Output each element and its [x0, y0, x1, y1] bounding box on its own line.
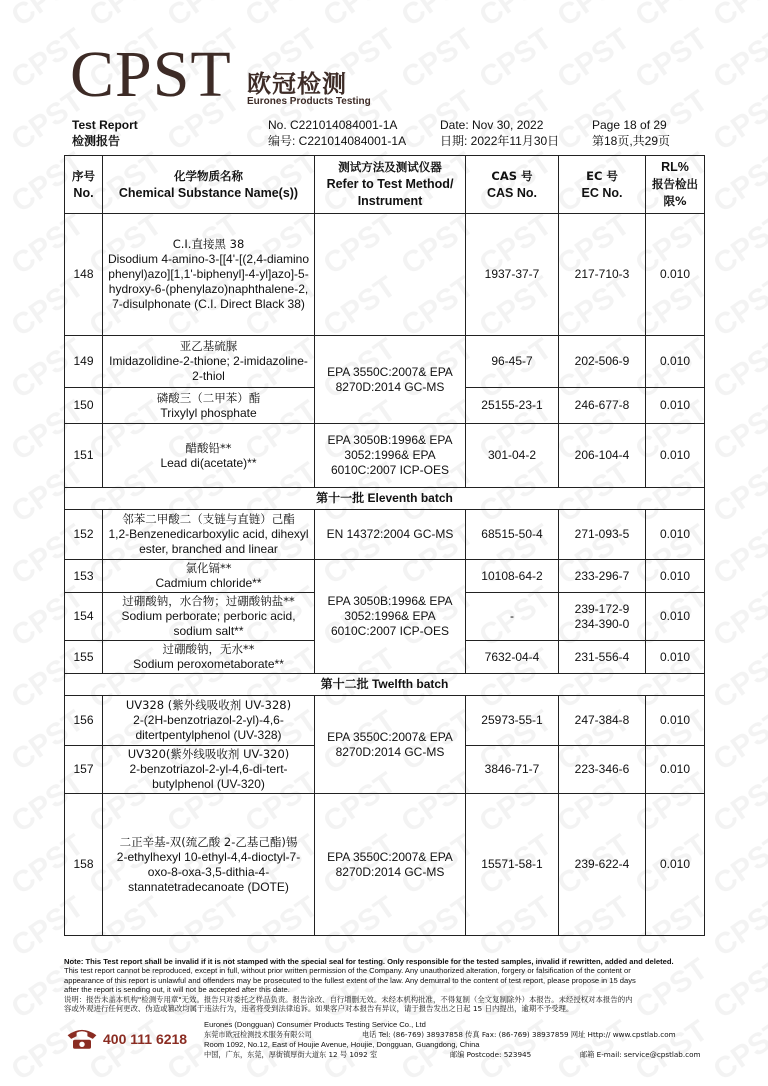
watermark-text [707, 704, 768, 778]
report-title-cn: 检测报告 [72, 134, 121, 148]
postcode: 邮编 Postcode: 523945 [450, 1050, 532, 1059]
col-name: 化学物质名称 Chemical Substance Name(s)) [103, 156, 315, 214]
table-row: 152 邻苯二甲酸二（支链与直链）己酯 1,2-Benzenedicarboxylic acid, dihexyl ester, branched and linear EN 14372:2004 GC-MS 68515-50-4 271-093-5 0.010 [65, 510, 705, 560]
watermark-text [239, 0, 324, 34]
table-row: 151 醋酸铅** Lead di(acetate)** EPA 3050B:1996& EPA 3052:1996& EPA 6010C:2007 ICP-OES 301-04-2 206-104-4 0.010 [65, 424, 705, 488]
phone-icon [64, 1024, 100, 1052]
section-row: 第十一批 Eleventh batch [65, 488, 705, 510]
col-rl: RL% 报告检出 限% [646, 156, 705, 214]
report-date-en: Date: Nov 30, 2022 [440, 118, 544, 132]
col-method: 测试方法及测试仪器 Refer to Test Method/ Instrument [315, 156, 466, 214]
watermark-text [707, 146, 768, 220]
watermark-text [629, 22, 714, 96]
table-row: 156 UV328 (紫外线吸收剂 UV-328) 2-(2H-benzotriazol-2-yl)-4,6-ditertpentylphenol (UV-328) EPA 3550C:2007& EPA 8270D:2014 GC-MS 25973-55-1 247-384-8 0.010 [65, 696, 705, 746]
table-row: 153 氯化镉** Cadmium chloride** EPA 3050B:1996& EPA 3052:1996& EPA 6010C:2007 ICP-OES 10108-64-2 233-296-7 0.010 [65, 560, 705, 593]
watermark-text [707, 828, 768, 902]
watermark-text [707, 0, 768, 34]
section-row: 第十二批 Twelfth batch [65, 674, 705, 696]
watermark-text [317, 0, 402, 34]
watermark-text [161, 0, 246, 34]
company-contacts: 电话 Tel: (86-769) 38937858 传真 Fax: (86-769) 38937859 网址 Http:// www.cpstlab.com [362, 1030, 676, 1039]
watermark-text [707, 890, 768, 964]
table-header-row [65, 156, 705, 214]
watermark-text [707, 84, 768, 158]
company-address-cn: 中国，广东，东莞，厚街镇厚街大道东 12 号 1092 室 [204, 1050, 378, 1059]
logo-english-name: Eurones Products Testing [247, 96, 371, 107]
watermark-text [629, 0, 714, 34]
watermark-text [707, 456, 768, 530]
company-name-cn: 东莞市欧冠检测技术服务有限公司 [204, 1030, 312, 1039]
col-cas: CAS 号 CAS No. [466, 156, 559, 214]
watermark-text [473, 0, 558, 34]
watermark-text [707, 766, 768, 840]
table-row: 150 磷酸三（二甲苯）酯 Trixylyl phosphate 25155-23-1 246-677-8 0.010 [65, 388, 705, 424]
watermark-text [551, 22, 636, 96]
hotline-number: 400 111 6218 [103, 1031, 188, 1047]
col-ec: EC 号 EC No. [559, 156, 646, 214]
report-title-en: Test Report [72, 118, 138, 132]
watermark-text [707, 332, 768, 406]
table-row: 149 亚乙基硫脲 Imidazolidine-2-thione; 2-imidazoline-2-thiol EPA 3550C:2007& EPA 8270D:2014 GC-MS 96-45-7 202-506-9 0.010 [65, 336, 705, 388]
watermark-text [707, 208, 768, 282]
watermark-text [395, 22, 480, 96]
table-row: 154 过硼酸钠，水合物；过硼酸钠盐** Sodium perborate; perboric acid, sodium salt** - 239-172-9 234-390-0 0.010 [65, 593, 705, 641]
report-note: Note: This Test report shall be invalid if it is not stamped with the special seal for testing. Only responsible for the tested samples, invalid if rewritten, added and deleted. This test report cannot be reproduced, except in full, without prior written permission of the Company. Any unauthorized alteration, forgery or falsification of the content or appearance of this report is unlawful and offenders may be prosecuted to the fullest extent of the law. Any demurral to the content of test report, please propose in 15 days after the report is sending out, it will not be accepted after this date. 说明：报告未盖本机构"检测专用章"无效。报告只对委托之样品负责。报告涂改、自行增删无效。未经本机构批准，不得复制（全文复制除外）本报告。未经授权对本报告的内 容或外观进行任何更改、伪造或篡改均属于违法行为，违者将受到法律追诉。如果客户对本报告有异议，请于报告发出之日起 15 日内提出，逾期不予受理。 [64, 957, 674, 1014]
table-row: 155 过硼酸钠，无水** Sodium peroxometaborate** 7632-04-4 231-556-4 0.010 [65, 641, 705, 674]
page-number-en: Page 18 of 29 [592, 118, 667, 132]
watermark-text [707, 518, 768, 592]
company-address-en: Room 1092, No.12, East of Houjie Avenue, Houjie, Dongguan, Guangdong, China [204, 1040, 480, 1049]
table-row: 158 二正辛基-双(巯乙酸 2-乙基己酯)锡 2-ethylhexyl 10-ethyl-4,4-dioctyl-7-oxo-8-oxa-3,5-dithia-4-stannatetradecanoate (DOTE) EPA 3550C:2007& EPA 8270D:2014 GC-MS 15571-58-1 239-622-4 0.010 [65, 794, 705, 936]
watermark-text [707, 394, 768, 468]
watermark-text [707, 642, 768, 716]
watermark-text [707, 1014, 768, 1086]
watermark-text [83, 0, 168, 34]
watermark-text [707, 270, 768, 344]
contact-email: 邮箱 E-mail: service@cpstlab.com [580, 1050, 701, 1059]
table-row: 148 C.I.直接黑 38 Disodium 4-amino-3-[[4'-[(2,4-diaminophenyl)azo][1,1'-biphenyl]-4-yl]azo]-5-hydroxy-6-(phenylazo)naphthalene-2,7-disulphonate (C.I. Direct Black 38) 1937-37-7 217-710-3 0.010 [65, 214, 705, 336]
watermark-text [707, 580, 768, 654]
report-number-cn: 编号: C221014084001-1A [268, 134, 407, 148]
company-name-en: Eurones (Dongguan) Consumer Products Testing Service Co., Ltd [204, 1020, 426, 1029]
col-no: 序号 No. [65, 156, 103, 214]
watermark-text [707, 952, 768, 1026]
report-date-cn: 日期: 2022年11月30日 [440, 134, 560, 148]
chemical-substance-table [64, 155, 705, 936]
watermark-text [551, 0, 636, 34]
logo-chinese-name: 欧冠检测 [247, 71, 347, 98]
company-logo: CPST [70, 38, 232, 111]
table-row: 157 UV320(紫外线吸收剂 UV-320) 2-benzotriazol-2-yl-4,6-di-tert-butylphenol (UV-320) 3846-71-7 223-346-6 0.010 [65, 746, 705, 794]
watermark-text [473, 22, 558, 96]
page-number-cn: 第18页,共29页 [592, 134, 671, 148]
watermark-text [5, 0, 90, 34]
report-number-en: No. C221014084001-1A [268, 118, 398, 132]
watermark-text [707, 22, 768, 96]
watermark-text [395, 0, 480, 34]
